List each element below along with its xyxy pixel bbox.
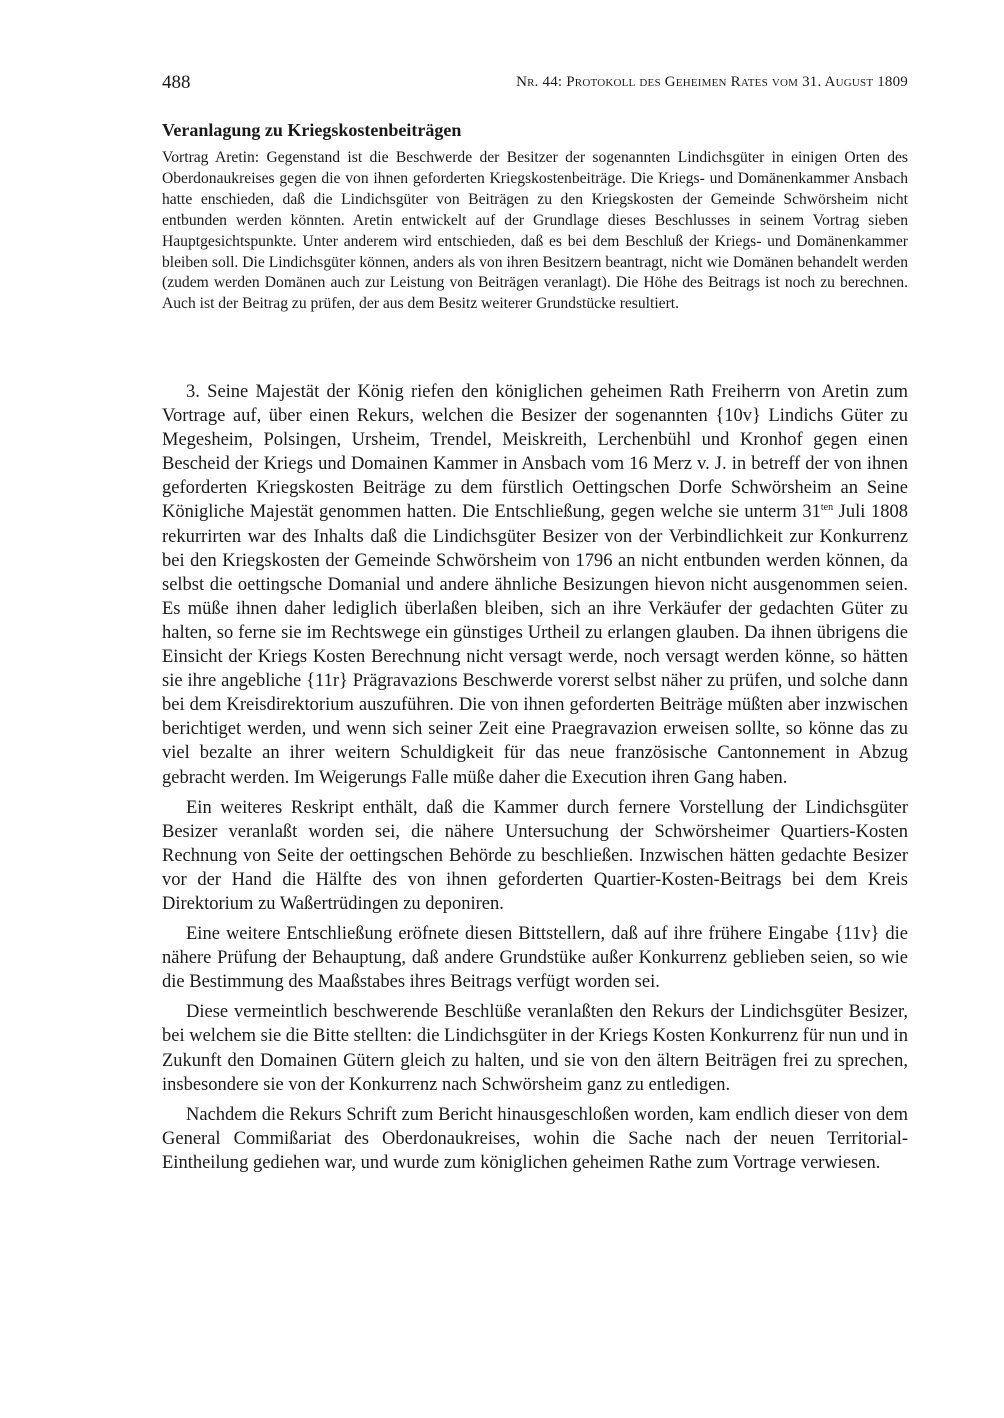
protocol-paragraph-2: Ein weiteres Reskript enthält, daß die Kammer durch fernere Vorstellung der Lindichsgüter Besizer veranlaßt worden sei, die nähere Untersuchung der Schwörsheimer Quartiers-Kosten Rechnung von Seite der oettingschen Behörde zu beschließen. Inzwischen hätten gedachte Besizer vor der Hand die Hälfte des von ihnen geforderten Quartier-Kosten-Beitrags bei dem Kreis Direktorium zu Waßertrüdingen zu deponiren. (162, 797, 908, 914)
page-header (162, 72, 908, 100)
superscript-ten: ten (820, 502, 834, 514)
page-number: 488 (162, 72, 191, 93)
protocol-paragraph-1 (162, 380, 908, 790)
protocol-paragraph-4: Diese vermeintlich beschwerende Beschlüße veranlaßten den Rekurs der Lindichsgüter Besizer, bei welchem sie die Bitte stellten: die Lindichsgüter in der Kriegs Kosten Konkurrenz für nun und in Zukunft den Domainen Gütern gleich zu halten, und sie von den ältern Beiträgen frei zu sprechen, insbesondere sie von der Konkurrenz nach Schwörsheim ganz zu entledigen. (162, 1002, 908, 1095)
running-title: Nr. 44: Protokoll des Geheimen Rates vom 31. August 1809 (516, 74, 908, 90)
paragraph-1-text-a: 3. Seine Majestät der König riefen den königlichen geheimen Rath Freiherrn von Aretin zum Vortrage auf, über einen Rekurs, welchen die Besizer der sogenannten {10v} Lindichs Güter zu Megesheim, Polsingen, Ursheim, Trendel, Meiskreith, Lerchenbühl und Kronhof gegen einen Bescheid der Kriegs und Domainen Kammer in Ansbach vom 16 Merz v. J. in betreff der von ihnen geforderten Kriegskosten Beiträge zu dem fürstlich Oettingschen Dorfe Schwörsheim an Seine Königliche Majestät genommen hatten. Die Entschließung, gegen welche sie unterm 31 (162, 382, 908, 523)
editorial-summary (162, 148, 908, 315)
protocol-text (162, 380, 908, 1181)
paragraph-1-text-b: Juli 1808 rekurrirten war des Inhalts daß die Lindichsgüter Besizer von der Verbindlichkeit zur Konkurrenz bei den Kriegskosten der Gemeinde Schwörsheim von 1796 an nicht entbunden werden können, da selbst die oettingsche Domanial und andere ähnliche Besizungen hievon nicht ausgenommen seien. Es müße ihnen daher lediglich überlaßen bleiben, sich an ihre Verkäufer der gedachten Güter zu halten, so ferne sie im Rechtswege ein günstiges Urtheil zu erlangen glauben. Da ihnen übrigens die Einsicht der Kriegs Kosten Berechnung nicht versagt werde, noch versagt werden könne, so hätten sie ihre angebliche {11r} Prägravazions Beschwerde vorerst selbst näher zu prüfen, und solche dann bei dem Kreisdirektorium auszuführen. Die von ihnen geforderten Beiträge müßten aber inzwischen berichtiget werden, und wenn sich seiner Zeit eine Praegravazion erweisen sollte, so könne das zu viel bezalte an ihrer weitern Schuldigkeit für das neue französische Cantonnement in Abzug gebracht werden. Im Weigerungs Falle müße daher die Execution ihren Gang haben. (162, 502, 908, 788)
section-heading: Veranlagung zu Kriegskostenbeiträgen (162, 120, 462, 140)
protocol-paragraph-5: Nachdem die Rekurs Schrift zum Bericht hinausgeschloßen worden, kam endlich dieser von dem General Commißariat des Oberdonaukreises, wohin die Sache nach der neuen Territorial-Eintheilung gediehen war, und wurde zum königlichen geheimen Rathe zum Vortrage verwiesen. (162, 1104, 908, 1173)
summary-paragraph: Vortrag Aretin: Gegenstand ist die Beschwerde der Besitzer der sogenannten Lindichsgüter in einigen Orten des Oberdonaukreises gegen die von ihnen geforderten Kriegskostenbeiträge. Die Kriegs- und Domänenkammer Ansbach hatte enschieden, daß die Lindichsgüter von Beiträgen zu den Kriegskosten der Gemeinde Schwörsheim nicht entbunden werden könnten. Aretin entwickelt auf der Grundlage dieses Beschlusses in seinem Vortrag sieben Hauptgesichtspunkte. Unter anderem wird entschieden, daß es bei dem Beschluß der Kriegs- und Domänenkammer bleiben soll. Die Lindichsgüter können, anders als von ihren Besitzern beantragt, nicht wie Domänen behandelt werden (zudem werden Domänen auch zur Leistung von Beiträgen veranlagt). Die Höhe des Beitrags ist noch zu berechnen. Auch ist der Beitrag zu prüfen, der aus dem Besitz weiterer Grundstücke resultiert. (162, 149, 908, 313)
protocol-paragraph-3: Eine weitere Entschließung eröfnete diesen Bittstellern, daß auf ihre frühere Eingabe {11v} die nähere Prüfung der Behauptung, daß andere Grundstüke außer Konkurrenz geblieben seien, so wie die Bestimmung des Maaßstabes ihres Beitrags verfügt worden sei. (162, 924, 908, 993)
